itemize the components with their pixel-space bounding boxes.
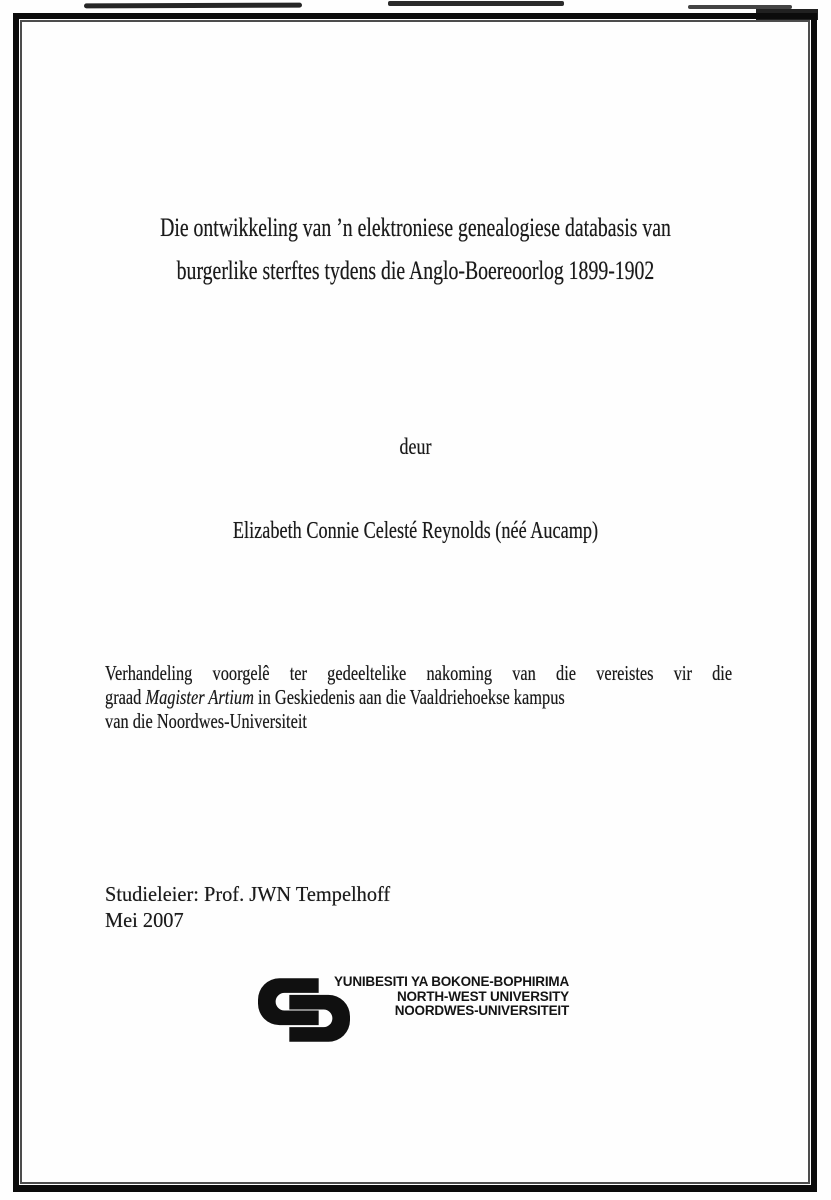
- degree-statement-line1: Verhandeling voorgelê ter gedeeltelike nakoming van die vereistes vir die: [105, 661, 733, 685]
- thesis-title: [100, 206, 732, 292]
- logo-text-afrikaans: NOORDWES-UNIVERSITEIT: [394, 1003, 569, 1019]
- degree-name-italic: Magister Artium: [145, 685, 254, 710]
- degree-statement-line2-pre: graad: [105, 685, 146, 710]
- university-logo-text: [316, 975, 569, 1019]
- degree-statement-line3: van die Noordwes-Universiteit: [105, 709, 307, 734]
- thesis-title-line2: burgerlike sterftes tydens die Anglo-Boereoorlog 1899-1902: [176, 256, 655, 285]
- thesis-title-line1: Die ontwikkeling van ’n elektroniese genealogiese databasis van: [160, 213, 671, 242]
- date-line: Mei 2007: [105, 907, 184, 932]
- degree-statement-line2-post: in Geskiedenis aan die Vaaldriehoekse kampus: [253, 685, 565, 710]
- scan-streak: [84, 3, 302, 9]
- author-name: Elizabeth Connie Celesté Reynolds (néé Aucamp): [232, 518, 599, 544]
- degree-statement: [105, 661, 732, 734]
- byline-word: deur: [399, 434, 432, 459]
- logo-text-english: NORTH-WEST UNIVERSITY: [396, 988, 569, 1004]
- degree-statement-line2: [105, 685, 732, 709]
- logo-text-setswana: YUNIBESITI YA BOKONE-BOPHIRIMA: [333, 974, 569, 989]
- supervisor-block: [105, 882, 390, 933]
- scan-streak: [388, 1, 564, 6]
- supervisor-line: Studieleier: Prof. JWN Tempelhoff: [105, 882, 391, 906]
